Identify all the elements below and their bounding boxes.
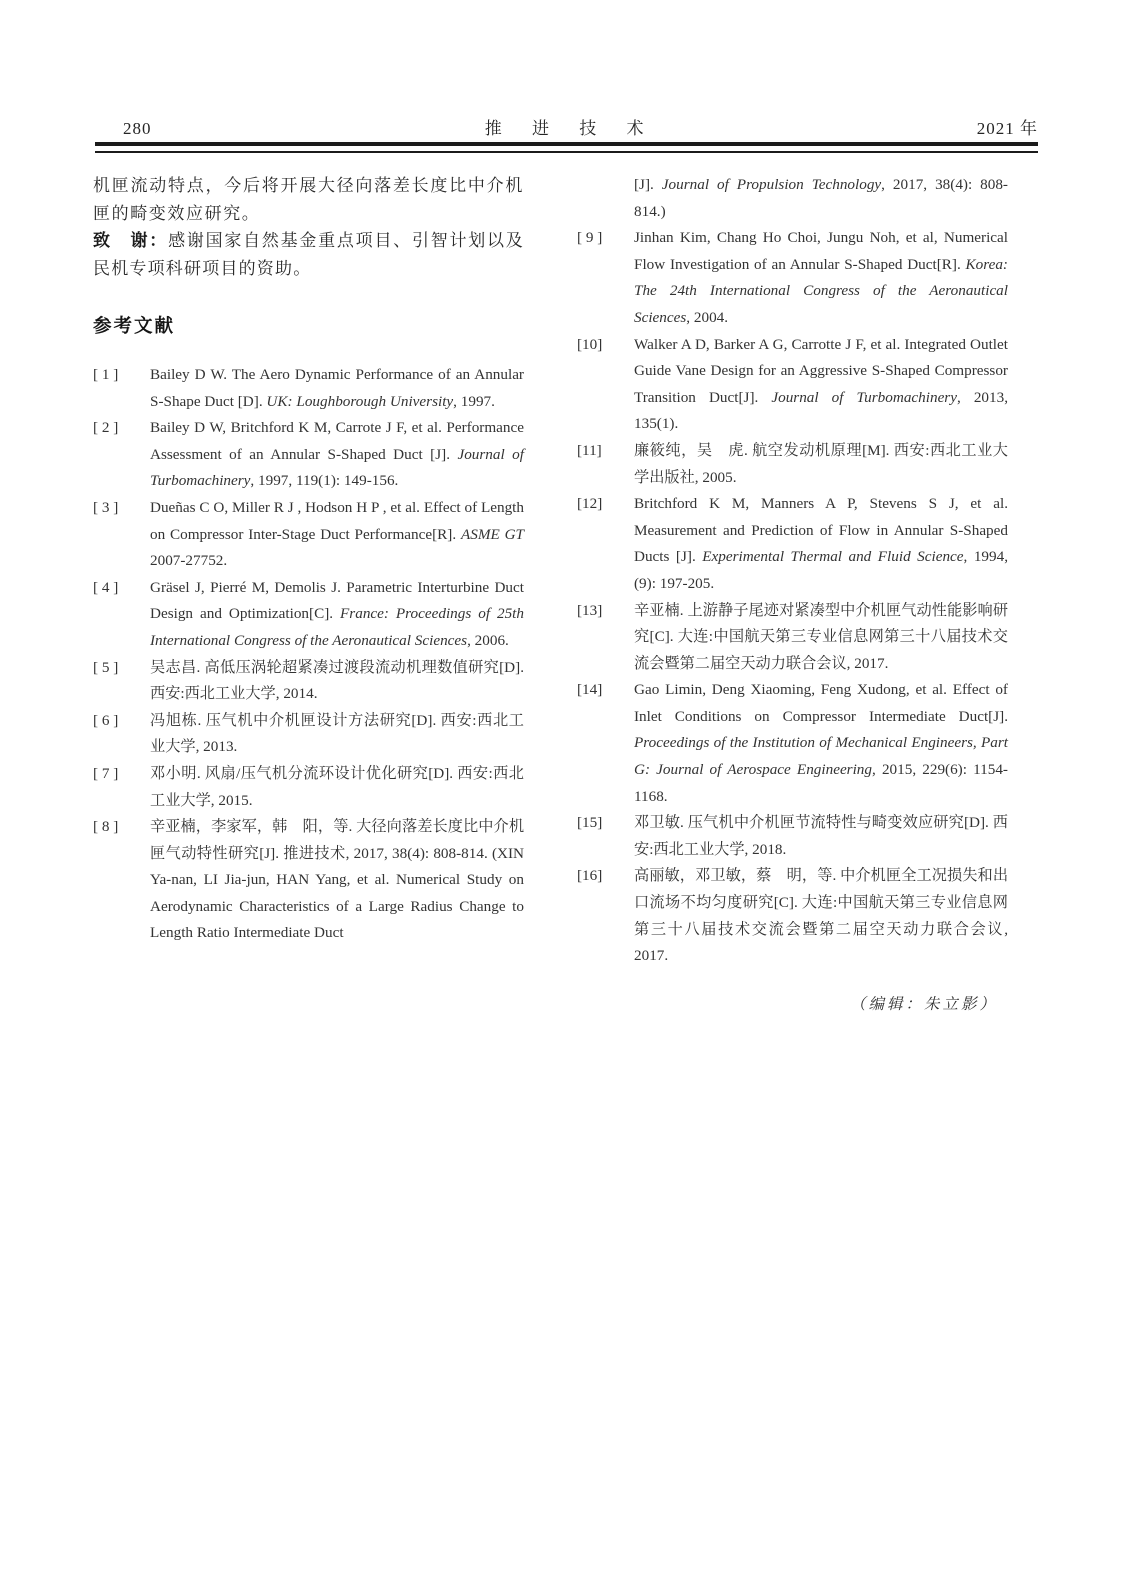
reference-marker: [13] xyxy=(577,601,603,619)
editor-note: （编辑：朱立影） xyxy=(849,995,998,1013)
reference-marker: [15] xyxy=(577,814,603,832)
year-label: 2021 年 xyxy=(976,119,1038,138)
reference-text: Walker A D, Barker A G, Carrotte J F, et al. Integrated Outlet Guide Vane Design for an Aggressive S-Shaped Compressor Transition Duct[J]. Journal of Turbomachinery, 2013, 135(1). xyxy=(634,335,1008,433)
reference-marker: [ 3 ] xyxy=(93,498,119,516)
reference-item xyxy=(577,598,1008,678)
reference-marker: [ 6 ] xyxy=(93,711,119,729)
reference-marker: [ 1 ] xyxy=(93,366,119,383)
references-heading: 参考文献 xyxy=(93,315,176,336)
header-rule-thin xyxy=(95,151,1038,153)
reference-text: 邓卫敏. 压气机中介机匣节流特性与畸变效应研究[D]. 西安:西北工业大学, 2018. xyxy=(634,814,1008,858)
reference-item xyxy=(577,438,1008,491)
reference-text: Bailey D W, Britchford K M, Carrote J F, et al. Performance Assessment of an Annular S-Shaped Duct [J]. Journal of Turbomachinery, 1997, 119(1): 149-156. xyxy=(150,419,524,490)
reference-marker: [14] xyxy=(577,681,603,699)
reference-text: [J]. Journal of Propulsion Technology, 2017, 38(4): 808-814.) xyxy=(634,176,1008,220)
header-rule-thick xyxy=(95,142,1038,146)
reference-text: 辛亚楠，李家军，韩 阳，等. 大径向落差长度比中介机匣气动特性研究[J]. 推进技术, 2017, 38(4): 808-814. (XIN Ya-nan, LI Jia-jun, HAN Yang, et al. Numerical Study on Aerodynamic Characteristics of a Large Radius Change to Length Ratio Intermediate Duct xyxy=(150,818,524,942)
reference-marker: [ 7 ] xyxy=(93,764,119,782)
acknowledgment-text: 感谢国家自然基金重点项目、引智计划以及民机专项科研项目的资助。 xyxy=(93,231,524,278)
page-number: 280 xyxy=(123,119,152,138)
acknowledgment xyxy=(93,227,524,282)
reference-marker: [16] xyxy=(577,867,603,885)
reference-marker: [ 5 ] xyxy=(93,658,119,676)
reference-marker: [12] xyxy=(577,495,603,513)
reference-text: Britchford K M, Manners A P, Stevens S J, et al. Measurement and Prediction of Flow in Annular S-Shaped Ducts [J]. Experimental Thermal and Fluid Science, 1994, (9): 197-205. xyxy=(634,495,1008,592)
reference-marker: [10] xyxy=(577,335,603,353)
reference-item xyxy=(93,814,524,947)
reference-text: 辛亚楠. 上游静子尾迹对紧凑型中介机匣气动性能影响研究[C]. 大连:中国航天第三专业信息网第三十八届技术交流会暨第二届空天动力联合会议, 2017. xyxy=(634,601,1008,672)
acknowledgment-label: 致 谢： xyxy=(93,231,169,250)
reference-text: Gräsel J, Pierré M, Demolis J. Parametric Interturbine Duct Design and Optimization[C]. France: Proceedings of 25th International Congress of the Aeronautical Sciences, 2006. xyxy=(150,578,524,649)
reference-item xyxy=(93,655,524,708)
reference-text: 冯旭栋. 压气机中介机匣设计方法研究[D]. 西安:西北工业大学, 2013. xyxy=(150,711,524,756)
page-header xyxy=(95,114,1038,138)
reference-text: 吴志昌. 高低压涡轮超紧凑过渡段流动机理数值研究[D]. 西安:西北工业大学, 2014. xyxy=(150,658,524,703)
reference-text: Dueñas C O, Miller R J , Hodson H P , et al. Effect of Length on Compressor Inter-Stage Duct Performance[R]. ASME GT 2007-27752. xyxy=(150,498,524,570)
reference-item xyxy=(577,677,1008,810)
reference-item xyxy=(93,362,524,415)
left-column xyxy=(93,172,524,1014)
reference-item xyxy=(577,810,1008,863)
reference-marker xyxy=(577,172,634,225)
reference-item xyxy=(577,172,1008,225)
reference-marker: [ 9 ] xyxy=(577,229,603,247)
reference-item xyxy=(93,761,524,814)
reference-text: Gao Limin, Deng Xiaoming, Feng Xudong, et al. Effect of Inlet Conditions on Compressor Intermediate Duct[J]. Proceedings of the Institution of Mechanical Engineers, Part G: Journal of Aerospace Engineering, 2015, 229(6): 1154-1168. xyxy=(634,681,1008,805)
reference-marker: [ 2 ] xyxy=(93,419,119,437)
reference-item xyxy=(93,708,524,761)
reference-text: Jinhan Kim, Chang Ho Choi, Jungu Noh, et al, Numerical Flow Investigation of an Annular S-Shaped Duct[R]. Korea: The 24th International Congress of the Aeronautical Sciences, 2004. xyxy=(634,229,1008,326)
reference-text: 廉筱纯，吴 虎. 航空发动机原理[M]. 西安:西北工业大学出版社, 2005. xyxy=(634,441,1008,486)
journal-title: 推 进 技 术 xyxy=(484,119,657,138)
reference-item xyxy=(577,225,1008,331)
reference-item xyxy=(577,491,1008,597)
reference-list-left xyxy=(93,362,524,947)
reference-marker: [ 8 ] xyxy=(93,818,119,836)
reference-list-right xyxy=(577,172,1008,970)
reference-marker: [ 4 ] xyxy=(93,578,119,596)
reference-text: 高丽敏，邓卫敏，蔡 明，等. 中介机匣全工况损失和出口流场不均匀度研究[C]. 大连:中国航天第三专业信息网第三十八届技术交流会暨第二届空天动力联合会议, 2017. xyxy=(634,867,1008,965)
reference-item xyxy=(577,332,1008,438)
reference-item xyxy=(93,495,524,575)
reference-marker: [11] xyxy=(577,441,602,459)
reference-item xyxy=(93,575,524,655)
closing-paragraph: 机匣流动特点，今后将开展大径向落差长度比中介机匣的畸变效应研究。 xyxy=(93,176,524,223)
reference-item xyxy=(93,415,524,495)
two-column-body xyxy=(93,172,1009,1014)
right-column xyxy=(577,172,1008,1014)
reference-item xyxy=(577,863,1008,969)
reference-text: 邓小明. 风扇/压气机分流环设计优化研究[D]. 西安:西北工业大学, 2015. xyxy=(150,764,524,809)
reference-text: Bailey D W. The Aero Dynamic Performance of an Annular S-Shape Duct [D]. UK: Loughborough University, 1997. xyxy=(150,366,524,410)
